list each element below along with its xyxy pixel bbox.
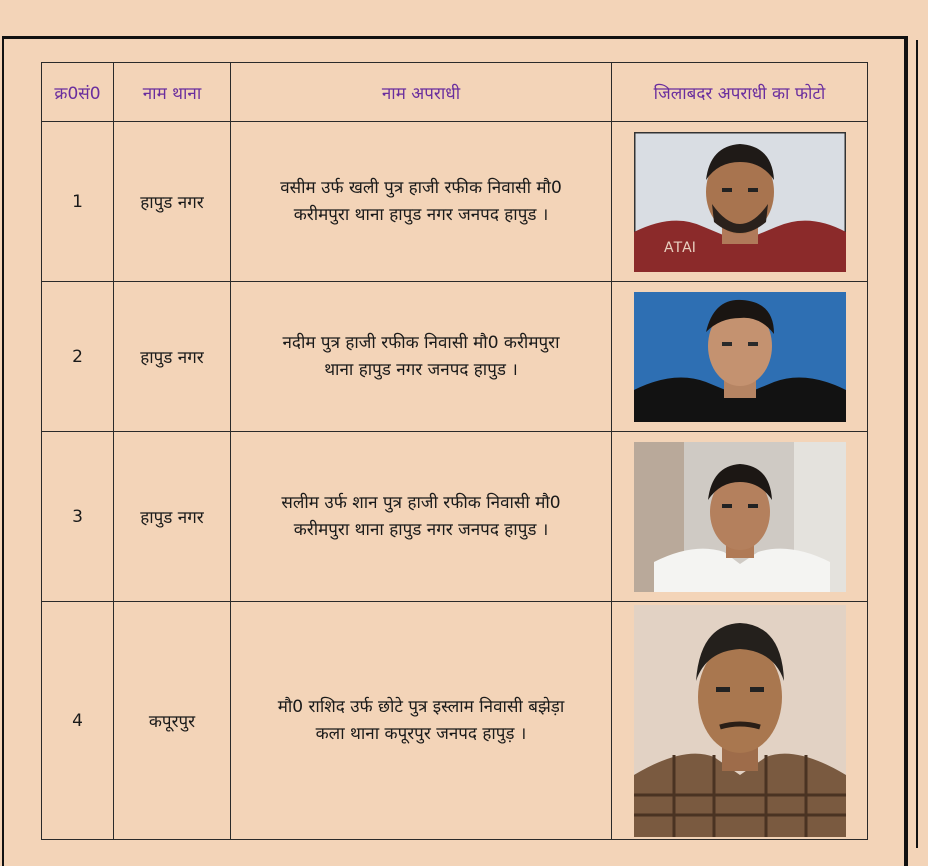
header-serial: क्र0सं0 xyxy=(42,63,114,122)
row-photo-cell xyxy=(612,282,868,432)
header-police-station: नाम थाना xyxy=(114,63,231,122)
header-photo: जिलाबदर अपराधी का फोटो xyxy=(612,63,868,122)
criminal-name-line1: मौ0 राशिद उर्फ छोटे पुत्र इस्लाम निवासी बझेड़ा xyxy=(277,696,565,717)
row-serial: 4 xyxy=(42,602,114,840)
frame-divider xyxy=(916,40,918,848)
header-criminal-name: नाम अपराधी xyxy=(231,63,612,122)
row-photo-cell xyxy=(612,122,868,282)
row-criminal-name xyxy=(231,602,612,840)
table-row xyxy=(42,432,868,602)
row-criminal-name xyxy=(231,282,612,432)
criminal-name-line1: वसीम उर्फ खली पुत्र हाजी रफीक निवासी मौ0 xyxy=(280,177,562,198)
criminal-photo xyxy=(634,605,846,837)
row-police-station: हापुड नगर xyxy=(114,432,231,602)
table-row xyxy=(42,602,868,840)
row-serial: 2 xyxy=(42,282,114,432)
table-header-row xyxy=(42,63,868,122)
criminal-name-line2: थाना हापुड नगर जनपद हापुड । xyxy=(324,359,518,380)
criminal-photo xyxy=(634,132,846,272)
table-row xyxy=(42,122,868,282)
criminal-records-table xyxy=(41,62,868,840)
row-police-station: हापुड नगर xyxy=(114,282,231,432)
criminal-photo xyxy=(634,292,846,422)
criminal-name-line2: करीमपुरा थाना हापुड नगर जनपद हापुड । xyxy=(293,204,549,225)
criminal-photo xyxy=(634,442,846,592)
row-serial: 1 xyxy=(42,122,114,282)
row-serial: 3 xyxy=(42,432,114,602)
criminal-name-line1: नदीम पुत्र हाजी रफीक निवासी मौ0 करीमपुरा xyxy=(282,332,560,353)
criminal-name-line2: कला थाना कपूरपुर जनपद हापुड़ । xyxy=(315,723,527,744)
row-criminal-name xyxy=(231,122,612,282)
criminal-name-line2: करीमपुरा थाना हापुड नगर जनपद हापुड । xyxy=(293,519,549,540)
row-police-station: हापुड नगर xyxy=(114,122,231,282)
row-police-station: कपूरपुर xyxy=(114,602,231,840)
criminal-name-line1: सलीम उर्फ शान पुत्र हाजी रफीक निवासी मौ0 xyxy=(281,492,561,513)
row-criminal-name xyxy=(231,432,612,602)
row-photo-cell xyxy=(612,432,868,602)
table-row xyxy=(42,282,868,432)
svg-text:ΑΤΑΙ: ΑΤΑΙ xyxy=(663,239,696,256)
row-photo-cell xyxy=(612,602,868,840)
